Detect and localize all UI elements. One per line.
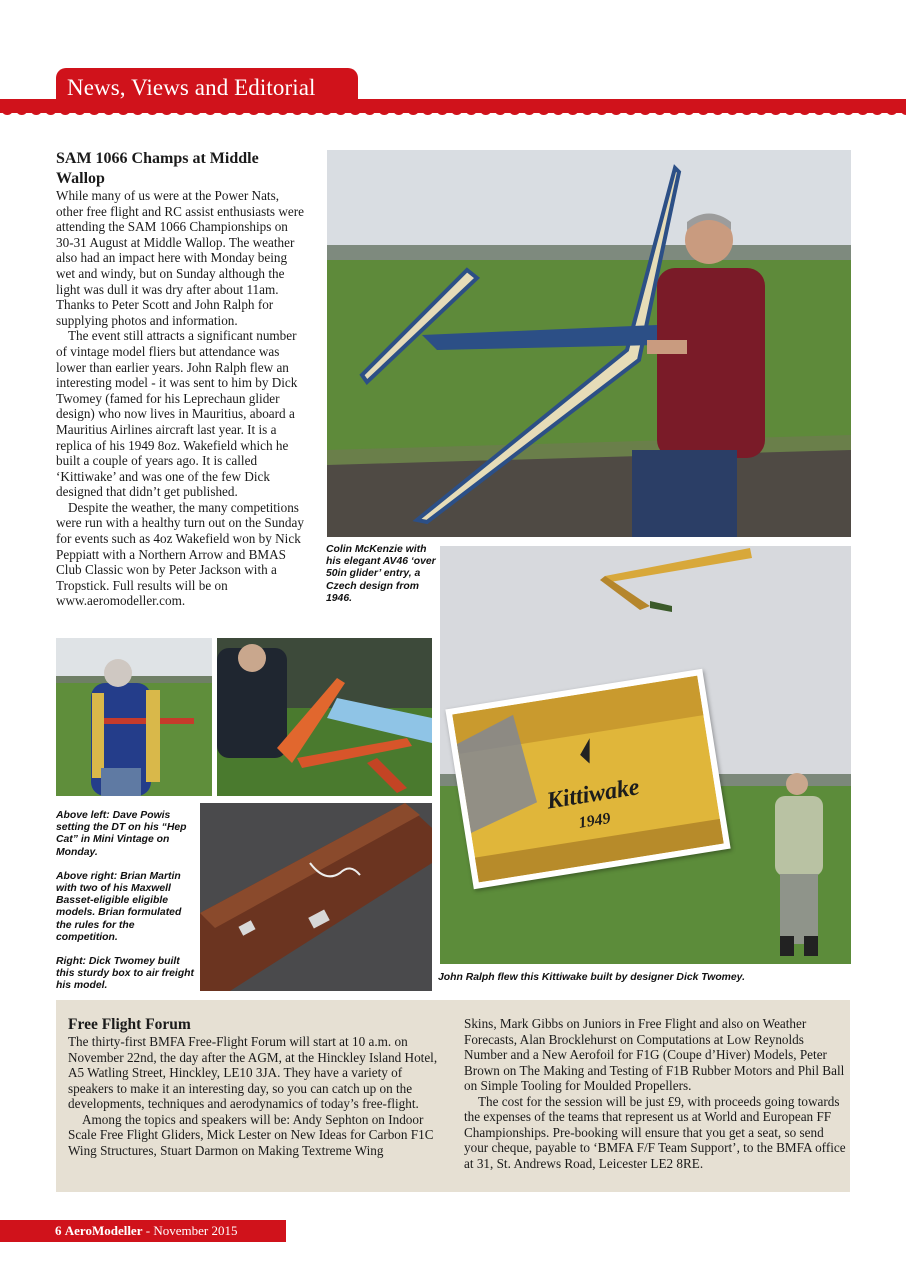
forum-column-2 xyxy=(464,1016,846,1171)
forum-paragraph: Skins, Mark Gibbs on Juniors in Free Flight and also on Weather Forecasts, Alan Brocklehurst on Computations at Low Reynolds Number and a New Aerofoil for F1G (Coupe d’Hiver) Models, Peter Brown on The Making and Testing of F1B Rubber Motors and Phil Ball on Simple Tooling for Moulded Propellers. xyxy=(464,1016,845,1093)
article-body xyxy=(56,188,308,609)
caption-colin: Colin McKenzie with his elegant AV46 ‘over 50in glider’ entry, a Czech design from 1946. xyxy=(326,544,436,604)
article-headline: SAM 1066 Champs at Middle Wallop xyxy=(56,150,259,187)
caption-above-right: Above right: Brian Martin with two of his Maxwell Basset-eligible eligible models. Brian formulated the rules for the competition. xyxy=(56,870,182,943)
photo-transport-box xyxy=(200,803,432,991)
caption-john: John Ralph flew this Kittiwake built by designer Dick Twomey. xyxy=(438,972,745,983)
header-scallop-border xyxy=(0,106,906,120)
caption-left-group xyxy=(56,810,196,1005)
forum-column-1 xyxy=(68,1034,446,1158)
photo-dave-powis xyxy=(56,638,212,796)
forum-paragraph: Among the topics and speakers will be: Andy Sephton on Indoor Scale Free Flight Gliders, Mick Lester on New Ideas for Carbon F1C Wing Structures, Stuart Darmon on Making Textreme Wing xyxy=(68,1111,434,1158)
caption-right: Right: Dick Twomey built this sturdy box to air freight his model. xyxy=(56,956,194,992)
article-paragraph: Despite the weather, the many competitions were run with a healthy turn out on the Sunday for events such as 4oz Wakefield won by Nick Peppiatt with a Northern Arrow and BMAS Club Classic won by Peter Jackson with a Tropstick. Full results will be on www.aeromodeller.com. xyxy=(56,499,304,609)
magazine-name: AeroModeller xyxy=(64,1223,143,1238)
page-number: 6 xyxy=(55,1223,62,1238)
kittiwake-name-text: Kittiwake xyxy=(545,774,642,815)
article-paragraph: The event still attracts a significant number of vintage model fliers but attendance was lower than earlier years. John Ralph flew an interesting model - it was sent to him by Dick Twomey (famed for his Leprechaun glider design) who now lives in Mauritius, aboard a Mauritius Airlines aircraft last year. It is a replica of his 1949 8oz. Wakefield which he built a couple of years ago. It is called ‘Kittiwake’ and was one of the few Dick designed that didn’t get published. xyxy=(56,328,298,500)
forum-paragraph: The cost for the session will be just £9, with proceeds going towards the expenses of the teams that represent us at World and European FF Championships. Pre-booking will ensure that you get a seat, so send your cheque, payable to ‘BMFA F/F Team Support’, to the BMFA office at 31, St. Andrews Road, Leicester LE2 8RE. xyxy=(464,1093,846,1171)
forum-paragraph: The thirty-first BMFA Free-Flight Forum will start at 10 a.m. on November 22nd, the day after the AGM, at the Hinckley Island Hotel, A5 Watling Street, Hinckley, LE10 3JA. They have a variety of speakers to make it an interesting day, so you can catch up on the developments, techniques and aerodynamics of today’s free-flight. xyxy=(68,1034,438,1111)
article-paragraph: While many of us were at the Power Nats, other free flight and RC assist enthusiasts were attending the SAM 1066 Championships on 30-31 August at Middle Wallop. The weather also had an impact here with Monday being wet and windy, but on Sunday although the light was dull it was dry after about 11am. Thanks to Peter Scott and John Ralph for supplying photos and information. xyxy=(56,188,304,328)
footer-separator: - xyxy=(145,1223,151,1238)
forum-title: Free Flight Forum xyxy=(68,1016,191,1033)
photo-brian-martin xyxy=(217,638,432,796)
kittiwake-year-text: 1949 xyxy=(577,810,612,832)
section-title: News, Views and Editorial xyxy=(67,75,316,100)
photo-colin-glider xyxy=(327,150,851,537)
caption-above-left: Above left: Dave Powis setting the DT on his “Hep Cat” in Mini Vintage on Monday. xyxy=(56,810,187,858)
footer-folio xyxy=(55,1223,237,1239)
issue-date: November 2015 xyxy=(153,1223,238,1238)
